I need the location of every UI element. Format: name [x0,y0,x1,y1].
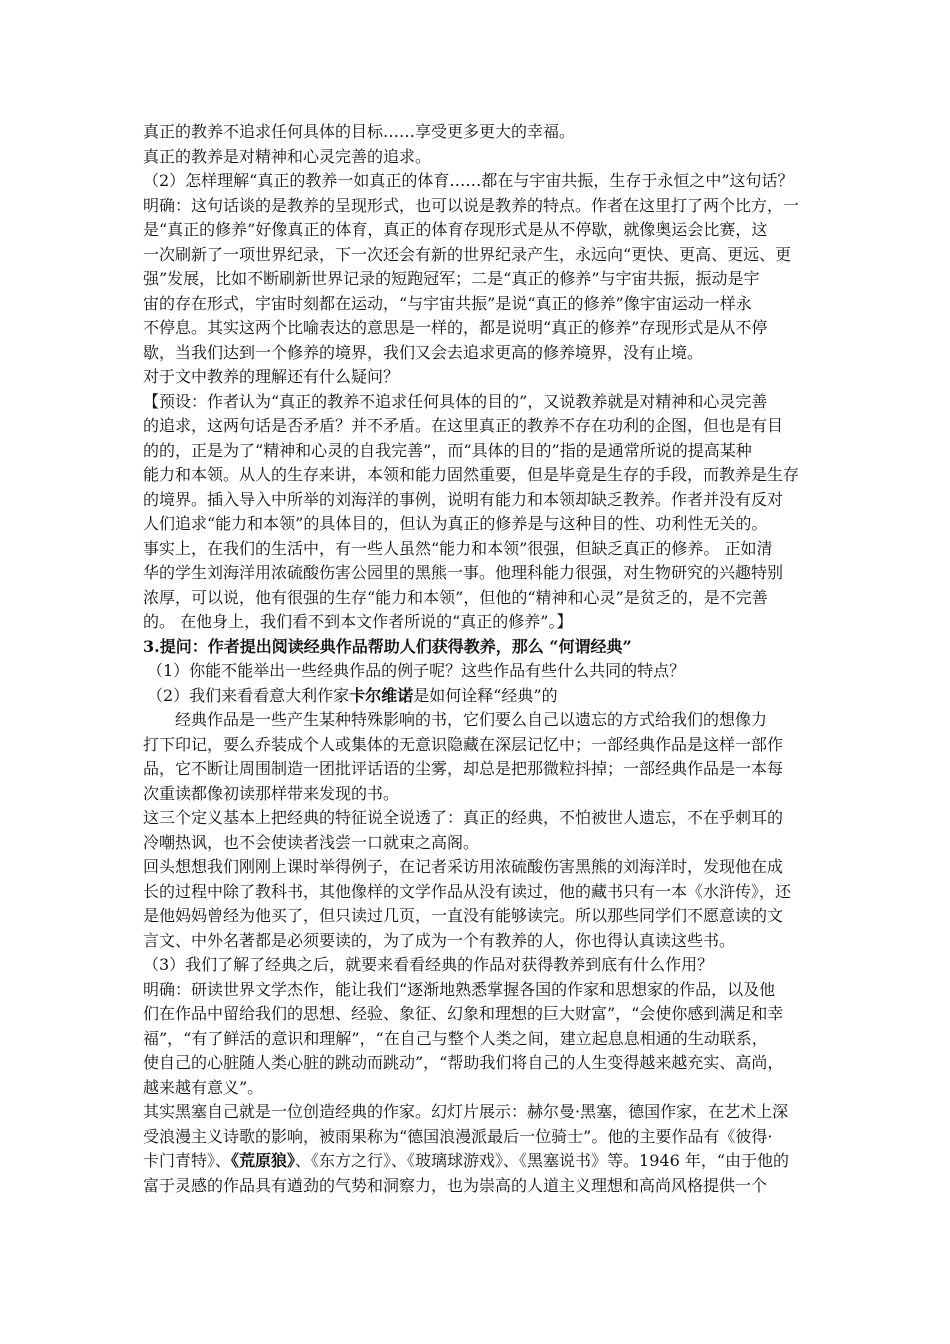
quote-line: 打下印记，要么乔装成个人或集体的无意识隐藏在深层记忆中；一部经典作品是这样一部作 [143,734,784,754]
text-line: 明确：这句话谈的是教养的呈现形式，也可以说是教养的特点。作者在这里打了两个比方，一 [143,195,800,215]
text-line: 不停息。其实这两个比喻表达的意思是一样的，都是说明“真正的修养”存现形式是从不停 [143,318,768,337]
text-line: 是他妈妈曾经为他买了，但只读过几页，一直没有能够读完。所以那些同学们不愿意读的文 [143,906,784,925]
text-segment: 、《东方之行》、《玻璃球游戏》、《黑塞说书》等。1946 年，“由于他的 [295,1151,790,1170]
text-line: 其实黑塞自己就是一位创造经典的作家。幻灯片展示：赫尔曼·黑塞，德国作家，在艺术上深 [143,1102,789,1121]
text-line: 真正的教养不追求任何具体的目标……享受更多更大的幸福。 [143,122,576,141]
quote-line: 次重读都像初读那样带来发现的书。 [143,783,400,803]
text-line: 言文、中外名著都是必须要读的，为了成为一个有教养的人，你也得认真读这些书。 [143,930,736,950]
text-line: 们在作品中留给我们的思想、经验、象征、幻象和理想的巨大财富”，“会使你感到满足和幸 [143,1004,784,1023]
question-line: （3）我们了解了经典之后，就要来看看经典的作品对获得教养到底有什么作用？ [143,955,714,974]
text-line: 【预设：作者认为“真正的教养不追求任何具体的目的”，又说教养就是对精神和心灵完善 [143,391,768,411]
text-line: 的追求，这两句话是否矛盾？并不矛盾。在这里真正的教养不存在功利的企图，但也是有目 [143,416,784,435]
question-line: （1）你能不能举出一些经典作品的例子呢？这些作品有些什么共同的特点？ [147,661,686,680]
text-line: 歇，当我们达到一个修养的境界，我们又会去追求更高的修养境界，没有止境。 [143,342,704,362]
text-line: 一次刷新了一项世界纪录，下一次还会有新的世界纪录产生，永远向“更快、更高、更远、更 [143,244,792,264]
text-line: 的的，正是为了“精神和心灵的自我完善”，而“具体的目的”指的是通常所说的提高某种 [143,440,752,460]
book-title-bold: 《荒原狼》 [231,1151,296,1170]
quote-line: 经典作品是一些产生某种特殊影响的书，它们要么自己以遗忘的方式给我们的想像力 [175,710,768,729]
text-line: 的。 在他身上，我们看不到本文作者所说的“真正的修养”。】 [143,612,573,631]
text-line: 人们追求“能力和本领”的具体目的，但认为真正的修养是与这种目的性、功利性无关的。 [143,514,768,533]
text-line: 明确：研读世界文学杰作，能让我们“逐渐地熟悉掌握各国的作家和思想家的作品，以及他 [143,979,776,999]
section-heading: 3.提问：作者提出阅读经典作品帮助人们获得教养，那么 “何谓经典” [143,636,632,656]
text-line: 是“真正的修养”好像真正的体育，真正的体育存现形式是从不停歇，就像奥运会比赛，这 [143,220,768,239]
text-line: 事实上，在我们的生活中，有一些人虽然“能力和本领”很强，但缺乏真正的修养。 正如清 [143,538,773,558]
text-line: 受浪漫主义诗歌的影响，被雨果称为“德国浪漫派最后一位骑士”。他的主要作品有《彼得· [143,1126,773,1146]
text-segment: 卡门青特》、 [143,1151,232,1170]
text-segment: （2）我们来看看意大利作家 [147,685,350,705]
question-line [143,684,813,709]
text-line: 福”，“有了鲜活的意识和理解”，“在自己与整个人类之间，建立起息息相通的生动联系， [143,1028,768,1048]
text-line: 浓厚，可以说，他有很强的生存“能力和本领”，但他的“精神和心灵”是贫乏的，是不完善 [143,587,768,607]
text-line: 这三个定义基本上把经典的特征说全说透了：真正的经典，不怕被世人遗忘，不在乎刺耳的 [143,808,784,827]
text-line: 宙的存在形式，宇宙时刻都在运动，“与宇宙共振”是说“真正的修养”像宇宙运动一样永 [143,293,752,313]
document-page [143,120,813,1198]
text-line: 的境界。插入导入中所举的刘海洋的事例，说明有能力和本领却缺乏教养。作者并没有反对 [143,489,784,509]
text-line [143,1149,813,1174]
text-line: 使自己的心脏随人类心脏的跳动而跳动”，“帮助我们将自己的人生变得越来越充实、高尚， [143,1053,784,1072]
text-line: 冷嘲热讽，也不会使读者浅尝一口就束之高阁。 [143,832,480,852]
text-line: 强”发展，比如不断刷新世界记录的短跑冠军；二是“真正的修养”与宇宙共振，振动是宇 [143,269,760,288]
text-line: 能力和本领。从人的生存来讲，本领和能力固然重要，但是毕竟是生存的手段，而教养是生存 [143,465,800,484]
text-line: 富于灵感的作品具有遒劲的气势和洞察力，也为崇高的人道主义理想和高尚风格提供一个 [143,1175,768,1195]
text-line: 对于文中教养的理解还有什么疑问？ [143,367,400,386]
text-line: 真正的教养是对精神和心灵完善的追求。 [143,146,432,166]
text-line: 回头想想我们刚刚上课时举得例子，在记者采访用浓硫酸伤害黑熊的刘海洋时，发现他在成 [143,857,784,876]
question-line: （2）怎样理解“真正的教养一如真正的体育……都在与宇宙共振，生存于永恒之中”这句话？ [143,171,794,190]
text-line: 长的过程中除了教科书，其他像样的文学作品从没有读过，他的藏书只有一本《水浒传》，还 [143,881,792,901]
quote-line: 品，它不断让周围制造一团批评话语的尘雾，却总是把那微粒抖掉；一部经典作品是一本每 [143,759,784,778]
text-segment: 是如何诠释“经典”的 [413,685,558,705]
author-name-bold: 卡尔维诺 [349,685,414,705]
text-line: 越来越有意义”。 [143,1077,264,1097]
text-line: 华的学生刘海洋用浓硫酸伤害公园里的黑熊一事。他理科能力很强，对生物研究的兴趣特别 [143,563,784,582]
